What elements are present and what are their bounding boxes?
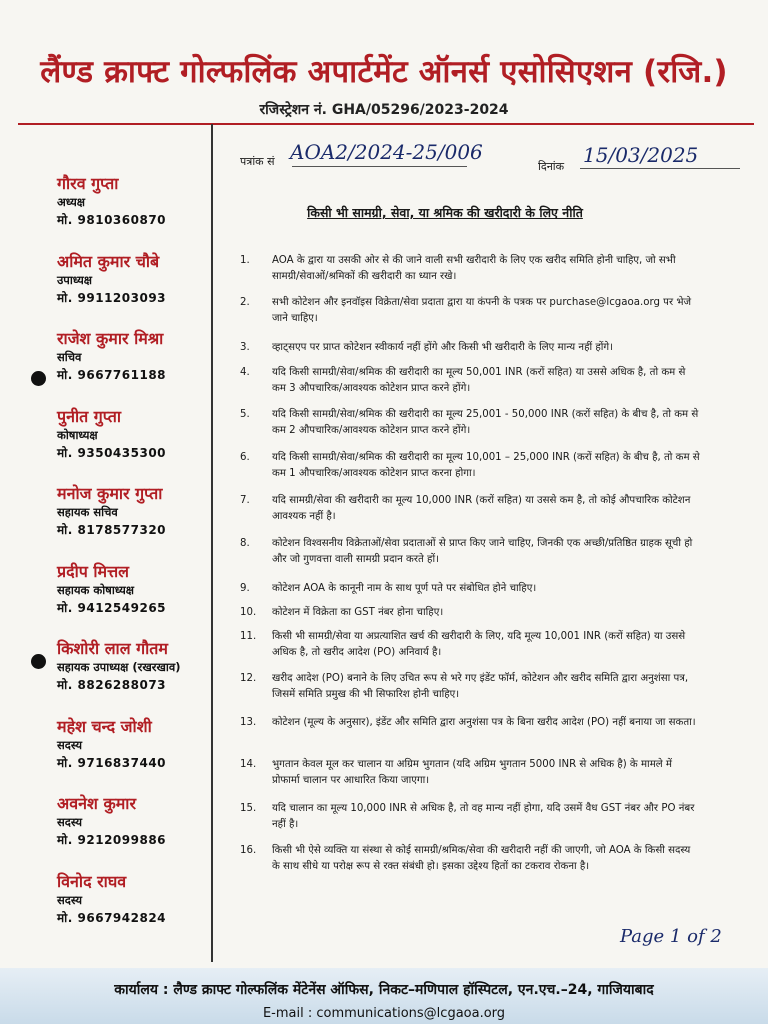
member-name: किशोरी लाल गौतम [57,639,168,658]
policy-item [240,365,700,407]
member-role: कोषाध्यक्ष [57,427,98,442]
policy-item-text: यदि सामग्री/सेवा की खरीदारी का मूल्य 10,000 INR (करों सहित) या उससे कम है, तो कोई औपचारिक कोटेशन आवश्यक नहीं है। [272,495,691,522]
policy-title: किसी भी सामग्री, सेवा, या श्रमिक की खरीदारी के लिए नीति [307,205,583,220]
member-entry [57,484,207,562]
member-mobile: मो. 9412549265 [57,600,167,615]
footer-office-address: कार्यालय : लैण्ड क्राफ्ट गोल्फलिंक मेंटेनेंस ऑफिस, निकट–मणिपाल हॉस्पिटल, एन.एच.–24, गाजियाबाद [114,982,654,998]
member-name: प्रदीप मित्तल [57,561,130,581]
member-name: पुनीत गुप्ता [57,406,122,426]
member-role: उपाध्यक्ष [57,272,93,287]
policy-item [240,757,700,801]
policy-item-text: यदि किसी सामग्री/सेवा/श्रमिक की खरीदारी का मूल्य 50,001 INR (करों सहित) या उससे अधिक है, तो कम से कम 3 औपचारिक/आवश्यक कोटेशन प्राप्त करने होंगे। [272,367,686,394]
header-divider [18,123,754,125]
policy-item [240,493,700,536]
policy-item-number: 8. [240,538,250,549]
policy-item [240,536,700,581]
policy-item [240,843,700,893]
policy-item-number: 16. [240,845,257,856]
member-mobile: मो. 9810360870 [57,213,167,227]
policy-item-text: कोटेशन विश्वसनीय विक्रेताओं/सेवा प्रदाताओं से प्राप्त किए जाने चाहिए, जिनकी एक अच्छी/प्रतिष्ठित ग्राहक सूची हो और जो गुणवत्ता वाली सामग्री प्रदान करते हों। [272,538,693,565]
policy-item-number: 13. [240,717,257,728]
member-entry [57,329,207,407]
policy-item-text: यदि किसी सामग्री/सेवा/श्रमिक की खरीदारी का मूल्य 10,001 – 25,000 INR (करों सहित) के बीच है, तो कम से कम 1 औपचारिक/आवश्यक कोटेशन प्राप्त करना होगा। [272,452,700,479]
policy-item-text: किसी भी सामग्री/सेवा या अप्रत्याशित खर्च की खरीदारी के लिए, यदि मूल्य 10,001 INR (करों सहित) या उससे अधिक है, तो खरीद आदेश (PO) अनिवार्य है। [272,631,686,658]
member-mobile: मो. 9212099886 [57,833,167,847]
policy-item [240,340,700,365]
policy-item [240,715,700,757]
policy-item-text: सभी कोटेशन और इनवॉइस विक्रेता/सेवा प्रदाता द्वारा या कंपनी के पत्रक पर purchase@lcgaoa.org पर भेजे जाने चाहिए। [272,297,692,324]
policy-item-text: यदि किसी सामग्री/सेवा/श्रमिक की खरीदारी का मूल्य 25,001 - 50,000 INR (करों सहित) के बीच है, तो कम से कम 2 औपचारिक/आवश्यक कोटेशन प्राप्त करने होंगे। [272,409,699,436]
policy-list [240,253,700,893]
sidebar-divider [211,124,213,962]
policy-item-number: 11. [240,631,257,642]
policy-item-number: 15. [240,803,257,814]
policy-item-text: कोटेशन में विक्रेता का GST नंबर होना चाहिए। [272,607,444,618]
letter-date: 15/03/2025 [583,143,699,167]
member-entry [57,717,207,795]
member-entry [57,407,207,485]
binder-hole-mark [31,654,46,669]
member-entry [57,794,207,872]
member-role: सदस्य [57,815,83,829]
member-mobile: मो. 9350435300 [57,445,167,460]
policy-item-number: 10. [240,607,257,618]
policy-item-number: 4. [240,367,250,378]
policy-item [240,629,700,671]
reference-underline [292,166,467,167]
policy-item-text: कोटेशन AOA के कानूनी नाम के साथ पूर्ण पते पर संबोधित होने चाहिए। [272,583,537,594]
member-name: अमित कुमार चौबे [57,251,160,271]
policy-item [240,407,700,450]
member-name: महेश चन्द जोशी [57,716,152,736]
member-role: सहायक कोषाध्यक्ष [57,582,135,597]
member-role: सदस्य [57,737,83,752]
member-entry [57,174,207,252]
member-name: गौरव गुप्ता [57,174,119,193]
page-number-handwritten: Page 1 of 2 [620,926,722,947]
member-mobile: मो. 9911203093 [57,290,167,305]
member-entry [57,639,207,717]
member-role: सदस्य [57,892,83,907]
policy-item-number: 12. [240,673,257,684]
member-name: अवनेश कुमार [57,794,136,813]
policy-item [240,253,700,295]
member-role: सचिव [57,350,82,364]
policy-item [240,295,700,340]
member-name: विनोद राघव [57,871,127,891]
member-role: सहायक उपाध्यक्ष (रखरखाव) [57,660,181,674]
policy-item-text: खरीद आदेश (PO) बनाने के लिए उचित रूप से भरे गए इंडेंट फॉर्म, कोटेशन और खरीद समिति द्वारा अनुशंसा पत्र, जिसमें समिति प्रमुख की भी सिफारिश होनी चाहिए। [272,673,689,700]
member-role: अध्यक्ष [57,195,86,209]
policy-item-number: 7. [240,495,250,506]
policy-item-text: AOA के द्वारा या उसकी ओर से की जाने वाली सभी खरीदारी के लिए एक खरीद समिति होनी चाहिए, जो सभी सामग्री/सेवाओं/श्रमिकों की खरीदारी का ध्यान रखे। [272,255,676,282]
policy-item-number: 14. [240,759,257,770]
policy-item-number: 9. [240,583,250,594]
registration-number: रजिस्ट्रेशन नं. GHA/05296/2023-2024 [259,102,509,118]
association-title: लैंण्ड क्राफ्ट गोल्फलिंक अपार्टमेंट ऑनर्स एसोसिएशन (रजि.) [40,54,728,90]
member-name: मनोज कुमार गुप्ता [57,484,163,503]
policy-item-text: किसी भी ऐसे व्यक्ति या संस्था से कोई सामग्री/श्रमिक/सेवा की खरीदारी नहीं की जाएगी, जो AOA के किसी सदस्य के साथ सीधे या परोक्ष रूप से रक्त संबंधी हो। इसका उद्देश्य हितों का टकराव रोकना है। [272,845,691,872]
policy-item [240,605,700,629]
date-underline [580,168,740,169]
date-label: दिनांक [538,160,565,173]
member-mobile: मो. 9667942824 [57,910,167,925]
policy-item-text: कोटेशन (मूल्य के अनुसार), इंडेंट और समिति द्वारा अनुशंसा पत्र के बिना खरीद आदेश (PO) नहीं बनाया जा सकता। [272,717,696,728]
policy-item-number: 3. [240,342,250,353]
member-entry [57,252,207,330]
member-entry [57,872,207,950]
policy-item-text: यदि चालान का मूल्य 10,000 INR से अधिक है, तो वह मान्य नहीं होगा, यदि उसमें वैध GST नंबर और PO नंबर नहीं है। [272,803,695,830]
policy-item [240,801,700,843]
member-mobile: मो. 8826288073 [57,678,167,692]
binder-hole-mark [31,371,46,386]
policy-item-text: भुगतान केवल मूल कर चालान या अग्रिम भुगतान (यदि अग्रिम भुगतान 5000 INR से अधिक है) के मामले में प्रोफार्मा चालान पर आधारित किया जाएगा। [272,759,673,786]
reference-number: AOA2/2024-25/006 [290,140,483,164]
member-role: सहायक सचिव [57,505,118,519]
footer-email: E-mail : communications@lcgaoa.org [262,1006,506,1021]
policy-item-number: 2. [240,297,250,308]
policy-item-text: व्हाट्सएप पर प्राप्त कोटेशन स्वीकार्य नहीं होंगे और किसी भी खरीदारी के लिए मान्य नहीं होंगे। [272,342,614,353]
policy-item-number: 6. [240,452,250,463]
policy-item [240,581,700,605]
member-mobile: मो. 8178577320 [57,523,167,537]
member-sidebar [57,174,207,949]
reference-label: पत्रांक सं [240,155,275,168]
member-mobile: मो. 9667761188 [57,368,167,382]
policy-item [240,450,700,493]
member-mobile: मो. 9716837440 [57,755,167,770]
policy-item [240,671,700,715]
policy-item-number: 5. [240,409,250,420]
member-name: राजेश कुमार मिश्रा [57,329,164,348]
member-entry [57,562,207,640]
policy-item-number: 1. [240,255,250,266]
